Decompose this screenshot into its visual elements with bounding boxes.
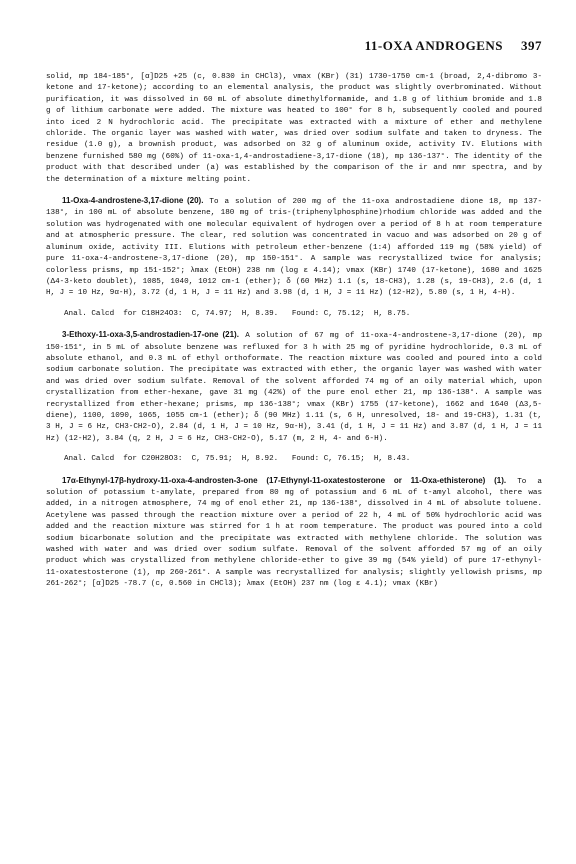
running-head (46, 38, 542, 54)
compound-heading: 17α-Ethynyl-17β-hydroxy-11-oxa-4-androsten-3-one (17-Ethynyl-11-oxatestosterone or 11-Oxa-ethisterone) (1). (62, 475, 507, 485)
elemental-analysis: Anal. Calcd for C20H28O3: C, 75.91; H, 8.92. Found: C, 76.15; H, 8.43. (64, 455, 411, 464)
journal-page (46, 38, 542, 600)
paragraph-text: To a solution of 200 mg of the 11-oxa androstadiene dione 18, mp 137-138°, in 100 mL of absolute benzene, 180 mg of tris-(triphenylphosphine)rhodium chloride was added and the solution was hydrogenated with one molecular equivalent of hydrogen over a period of 8 h at room temperature and at atmospheric pressure. The clear, red solution was concentrated in vacuo and was adsorbed on 20 g of aluminum oxide, activity III. Elutions with petroleum ether-benzene (1:4) afforded 119 mg (58% yield) of pure 11-oxa-4-androstene-3,17-dione (20), mp 150-151°. A sample was recrystallized twice for analysis; colorless prisms, mp 151-152°; λmax (EtOH) 238 nm (log ε 4.14); νmax (KBr) 1740 (17-ketone), 1680 and 1625 (Δ4-3-keto doublet), 1085, 1040, 1012 cm-1 (ether); δ (60 MHz) 1.1 (s, 18-CH3), 1.28 (s, 19-CH3), 2.6 (d, 1 H, J = 10 Hz, 9α-H), 3.72 (d, 1 H, J = 11 Hz) and 3.98 (d, 1 H, J = 11 Hz) (12-H2), 5.80 (s, 1 H, 4-H). (46, 198, 542, 298)
paragraph-compound-20 (46, 195, 542, 300)
elemental-analysis: Anal. Calcd for C18H24O3: C, 74.97; H, 8.39. Found: C, 75.12; H, 8.75. (64, 309, 411, 318)
compound-heading: 3-Ethoxy-11-oxa-3,5-androstadien-17-one (21). (62, 330, 239, 340)
paragraph-text: To a solution of potassium t-amylate, prepared from 80 mg of potassium and 6 mL of t-amyl alcohol, there was added, in a nitrogen atmosphere, 74 mg of enol ether 21, mp 136-138°, dissolved in 4 mL of absolute toluene. Acetylene was passed through the reaction mixture over a period of 22 h, 4 mL of 50% hydrochloric acid was added and the reaction mixture was stirred for 1 h at room temperature. The product was poured into a cold sodium bicarbonate solution and the precipitate was extracted with methylene chloride. The solution was washed with water and was dried over sodium sulfate. Removal of the solvent afforded 57 mg of an oily product which was crystallized from methylene chloride-ether to give 39 mg (54% yield) of pure 17-ethynyl-11-oxatestosterone (1), mp 260-261°. A sample was recrystallized for analysis; slightly yellowish prisms, mp 261-262°; [α]D25 -78.7 (c, 0.560 in CHCl3); λmax (EtOH) 237 nm (log ε 4.1); νmax (KBr) (46, 477, 542, 589)
paragraph-continuation (46, 72, 542, 186)
paragraph-compound-21 (46, 329, 542, 445)
running-head-title: 11-OXA ANDROGENS (364, 38, 503, 53)
paragraph-text: solid, mp 184-185°, [α]D25 +25 (c, 0.830 in CHCl3), νmax (KBr) (31) 1730-1750 cm-1 (broad, 2,4-dibromo 3-ketone and 17-ketone); according to an elemental analysis, the product was slightly overbrominated. Without purification, it was dissolved in 60 mL of absolute dimethylformamide, and 1.8 g of lithium bromide and 1.8 g of lithium carbonate were added. The mixture was heated to 100° for 8 h, subsequently cooled and poured into iced 2 N hydrochloric acid. The precipitate was extracted with a mixture of ether and methylene chloride. The organic layer was washed with water, was dried over sodium sulfate and taken to dryness. The residue (1.0 g), a brownish product, was adsorbed on 32 g of aluminum oxide, activity IV. Elutions with benzene furnished 580 mg (60%) of 11-oxa-1,4-androstadiene-3,17-dione (18), mp 136-137°. The identity of the product with that described under (a) was established by the comparison of the ir and nmr spectra, and by the determination of a mixture melting point. (46, 73, 542, 184)
article-body (46, 72, 542, 591)
paragraph-text: A solution of 67 mg of 11-oxa-4-androstene-3,17-dione (20), mp 150-151°, in 5 mL of absolute benzene was refluxed for 3 h with 25 mg of pyridine hydrochloride, 0.3 mL of absolute ethanol, and 0.3 mL of ethyl orthoformate. The reaction mixture was cooled and poured into a cold sodium carbonate solution. The precipitate was extracted with ether, the organic layer was washed with water and was dried over sodium sulfate. Removal of the solvent afforded 74 mg of an oily material which, upon crystallization from ether-hexane, gave 31 mg (42%) of the pure enol ether 21, mp 136-138°. A sample was recrystallized from ether-hexane; prisms, mp 136-138°; νmax (KBr) 1755 (17-ketone), 1662 and 1640 (Δ3,5-diene), 1100, 1090, 1065, 1055 cm-1 (ether); δ (90 MHz) 1.11 (s, 6 H, unresolved, 18- and 19-CH3), 1.31 (t, 3 H, J = 6 Hz, CH3-CH2-O), 2.84 (d, 1 H, J = 10 Hz, 9α-H), 3.41 (d, 1 H, J = 11 Hz) and 3.87 (d, 1 H, J = 11 Hz) (12-H2), 3.84 (q, 2 H, J = 6 Hz, CH3-CH2-O), 5.17 (m, 2 H, 4- and 6-H). (46, 332, 543, 443)
paragraph-compound-1 (46, 475, 542, 591)
page-number: 397 (521, 38, 542, 53)
compound-heading: 11-Oxa-4-androstene-3,17-dione (20). (62, 196, 204, 206)
